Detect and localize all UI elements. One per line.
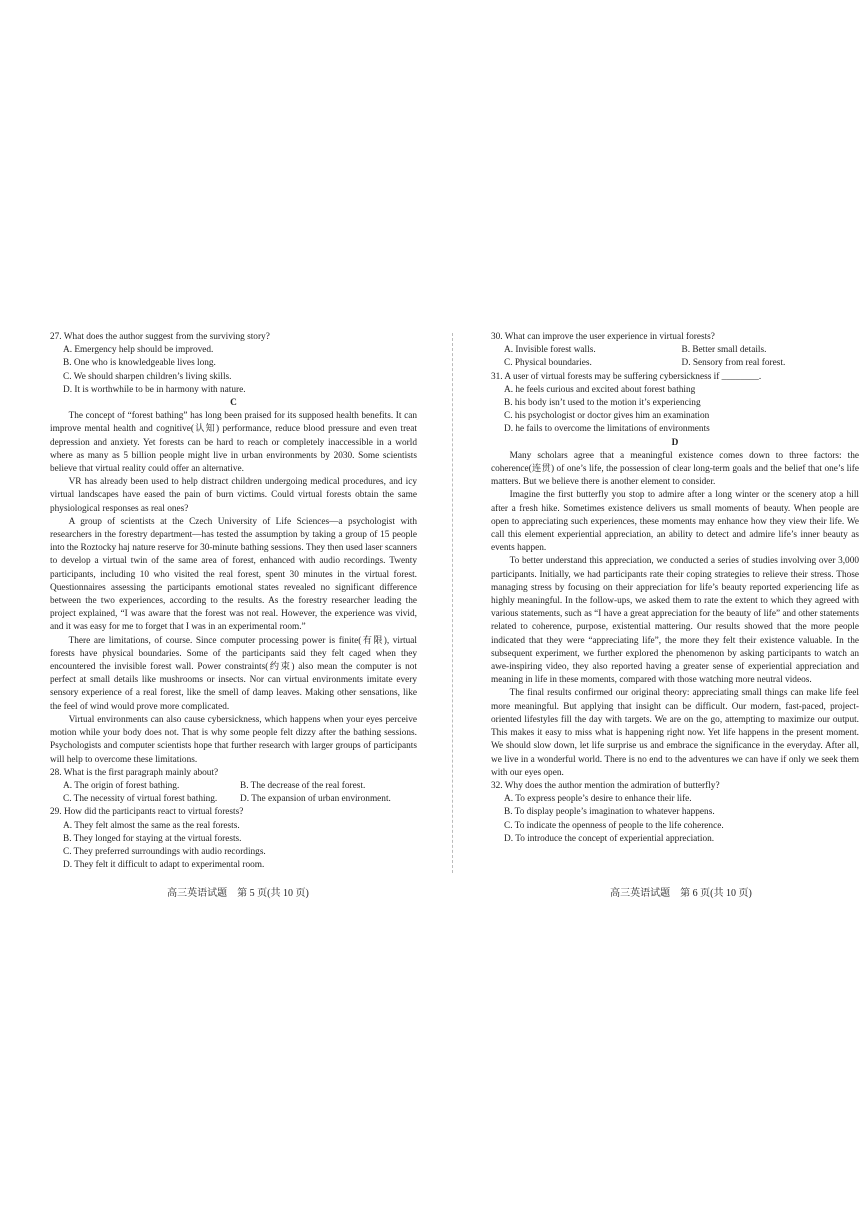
page-divider xyxy=(452,333,453,873)
question-29: 29. How did the participants react to virtual forests? xyxy=(50,807,244,818)
question-28: 28. What is the first paragraph mainly about? xyxy=(50,767,219,778)
page-footer-left: 高三英语试题 第 5 页(共 10 页) xyxy=(167,888,309,899)
q29-option-c: C. They preferred surroundings with audio recordings. xyxy=(63,846,266,857)
q32-option-c: C. To indicate the openness of people to the life coherence. xyxy=(504,820,724,831)
q27-option-b: B. One who is knowledgeable lives long. xyxy=(63,358,216,369)
q27-option-d: D. It is worthwhile to be in harmony with nature. xyxy=(63,384,246,395)
q28-option-a: A. The origin of forest bathing. xyxy=(63,780,180,791)
q28-option-c: C. The necessity of virtual forest bathing. xyxy=(63,794,218,805)
passage-d-heading: D xyxy=(671,437,679,448)
passage-c-paragraph: A group of scientists at the Czech University of Life Sciences—a psychologist with researchers in the forestry department—has tested the assumption by taking a group of 15 people into the Roztocky haj nature reserve for 30-minute bathing sessions. They then used laser scanners to develop a virtual twin of the same area of forest, enhanced with audio recordings. Twenty participants, including 10 who visited the real forest, spent 30 minutes in the virtual forest. Questionnaires assessing the participants emotional states revealed no significant difference between the two experiences, according to the results. As the forestry researcher leading the project explained, “I was aware that the forest was not real. However, the experience was vivid, and it was easy for me to forget that I was in an experimental room.” xyxy=(50,516,417,633)
q30-option-b: B. Better small details. xyxy=(681,345,767,356)
q29-option-b: B. They longed for staying at the virtual forests. xyxy=(63,833,242,844)
q32-option-d: D. To introduce the concept of experiential appreciation. xyxy=(504,833,715,844)
q28-option-d: D. The expansion of urban environment. xyxy=(240,794,391,805)
q30-options xyxy=(491,344,859,370)
right-column xyxy=(491,331,859,846)
question-27: 27. What does the author suggest from the surviving story? xyxy=(50,332,270,342)
q29-option-a: A. They felt almost the same as the real forests. xyxy=(63,820,240,831)
q31-option-b: B. his body isn’t used to the motion it’s experiencing xyxy=(504,398,701,409)
q30-option-a: A. Invisible forest walls. xyxy=(504,345,596,356)
q30-option-d: D. Sensory from real forest. xyxy=(681,358,786,369)
q30-option-c: C. Physical boundaries. xyxy=(504,358,592,369)
question-30: 30. What can improve the user experience in virtual forests? xyxy=(491,332,715,342)
left-column xyxy=(50,331,417,872)
q31-option-d: D. he fails to overcome the limitations of environments xyxy=(504,424,710,435)
passage-c-paragraph: There are limitations, of course. Since computer processing power is finite(有限), virtual forests have physical boundaries. Some of the participants said they felt caged when they encountered the invisible forest wall. Power constraints(约束) also mean the computer is not perfect at small details like mushrooms or insects. Nor can virtual environments imitate every sensory experience of a real forest, like the smell of damp leaves. Making other sensations, like the feel of wind would prove more complicated. xyxy=(50,635,417,712)
passage-c-heading: C xyxy=(230,398,237,409)
page-footer-right: 高三英语试题 第 6 页(共 10 页) xyxy=(610,888,752,899)
passage-d-paragraph: Imagine the first butterfly you stop to admire after a long winter or the scenery atop a hill after a fresh hike. Sometimes existence delivers us small moments of beauty. When people are open to appreciating such experiences, these moments may enhance how they view their life. We call this element experiential appreciation, an ability to detect and admire life’s inner beauty as events happen. xyxy=(491,490,859,554)
q32-option-a: A. To express people’s desire to enhance their life. xyxy=(504,794,692,805)
question-31: 31. A user of virtual forests may be suffering cybersickness if ________. xyxy=(491,371,762,382)
q32-option-b: B. To display people’s imagination to whatever happens. xyxy=(504,807,715,818)
q31-option-c: C. his psychologist or doctor gives him an examination xyxy=(504,411,710,422)
q31-option-a: A. he feels curious and excited about forest bathing xyxy=(504,384,696,395)
passage-d-paragraph: The final results confirmed our original theory: appreciating small things can make life feel more meaningful. But applying that insight can be difficult. Our modern, fast-paced, project-oriented lifestyles fill the day with targets. We are on the go, attempting to maximize our output. This makes it easy to miss what is happening right now. Yet life happens in the present moment. We should slow down, let life surprise us and embrace the significance in the everyday. After all, we live in a wonderful world. There is no end to the adventures we can have if only we seek them with our eyes open. xyxy=(491,688,859,778)
passage-c-paragraph: Virtual environments can also cause cybersickness, which happens when your eyes perceive motion while your body does not. That is why some people felt dizzy after the bathing sessions. Psychologists and computer scientists hope that further research with larger groups of participants will help to overcome these limitations. xyxy=(50,714,417,765)
q28-options xyxy=(50,780,417,806)
passage-c-paragraph: VR has already been used to help distract children undergoing medical procedures, and icy virtual landscapes have eased the pain of burn victims. Could virtual forests obtain the same physiological responses as real ones? xyxy=(50,477,417,514)
q27-option-a: A. Emergency help should be improved. xyxy=(63,345,214,356)
passage-d-paragraph: Many scholars agree that a meaningful existence comes down to three factors: the coherence(连贯) of one’s life, the possession of clear long-term goals and the belief that one’s life matters. But we believe there is another element to consider. xyxy=(491,450,859,488)
passage-d-paragraph: To better understand this appreciation, we conducted a series of studies involving over 3,000 participants. Initially, we had participants rate their coping strategies to relieve their stress. Those managing stress by focusing on their appreciation for life’s beauty reported experiencing life as highly meaningful. In the follow-ups, we asked them to rate the extent to which they agreed with various statements, such as “I have a great appreciation for the beauty of life” and other statements related to coherence, purpose, existential mattering. Our results showed that the more people indicated that they were “appreciating life”, the more they felt their existence valuable. In the subsequent experiment, we further explored the phenomenon by asking participants to watch an awe-inspiring video, they also reported having a greater sense of experiential appreciation and meaning in life in these moments, compared with those watching more neutral videos. xyxy=(491,556,859,686)
passage-c-paragraph: The concept of “forest bathing” has long been praised for its supposed health benefits. It can improve mental health and cognitive(认知) performance, reduce blood pressure and even treat depression and anxiety. Yet forests can be hard to reach or completely inaccessible in a world where as many as 5 billion people might live in urban environments by 2030. Some scientists believe that virtual reality could offer an alternative. xyxy=(50,411,417,475)
q28-option-b: B. The decrease of the real forest. xyxy=(240,780,366,791)
question-32: 32. Why does the author mention the admiration of butterfly? xyxy=(491,780,720,791)
q27-option-c: C. We should sharpen children’s living skills. xyxy=(63,371,232,382)
q29-option-d: D. They felt it difficult to adapt to experimental room. xyxy=(63,860,265,871)
